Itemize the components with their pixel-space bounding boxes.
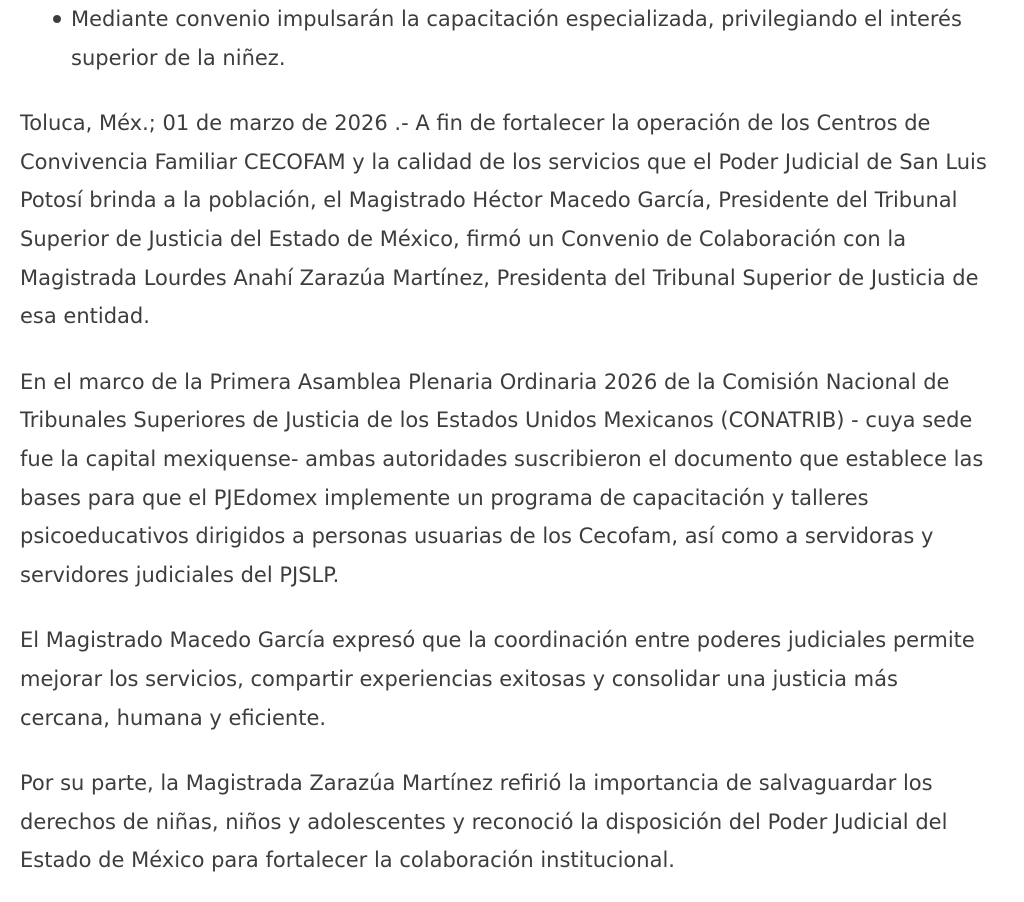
summary-bullet-list [20,0,990,77]
paragraph-zarazua-statement: Por su parte, la Magistrada Zarazúa Martínez refirió la importancia de salvaguardar los derechos de niñas, niños y adolescentes y reconoció la disposición del Poder Judicial del Estado de México para fortalecer la colaboración institucional. [20,771,948,873]
bullet-dot-icon [53,15,61,23]
summary-bullet [20,0,990,77]
paragraph-context: En el marco de la Primera Asamblea Plenaria Ordinaria 2026 de la Comisión Nacional de Tribunales Superiores de Justicia de los Estados Unidos Mexicanos (CONATRIB) - cuya sede fue la capital mexiquense- ambas autoridades suscribieron el documento que establece las bases para que el PJEdomex implemente un programa de capacitación y talleres psicoeducativos dirigidos a personas usuarias de los Cecofam, así como a servidoras y servidores judiciales del PJSLP. [20,369,984,587]
summary-bullet-text: Mediante convenio impulsarán la capacitación especializada, privilegiando el interés superior de la niñez. [71,7,962,70]
paragraph-macedo-statement: El Magistrado Macedo García expresó que la coordinación entre poderes judiciales permite mejorar los servicios, compartir experiencias exitosas y consolidar una justicia más cercana, humana y eficiente. [20,628,975,730]
paragraph-dateline: Toluca, Méx.; 01 de marzo de 2026 .- A fin de fortalecer la operación de los Centros de Convivencia Familiar CECOFAM y la calidad de los servicios que el Poder Judicial de San Luis Potosí brinda a la población, el Magistrado Héctor Macedo García, Presidente del Tribunal Superior de Justicia del Estado de México, firmó un Convenio de Colaboración con la Magistrada Lourdes Anahí Zarazúa Martínez, Presidenta del Tribunal Superior de Justicia de esa entidad. [20,111,987,329]
